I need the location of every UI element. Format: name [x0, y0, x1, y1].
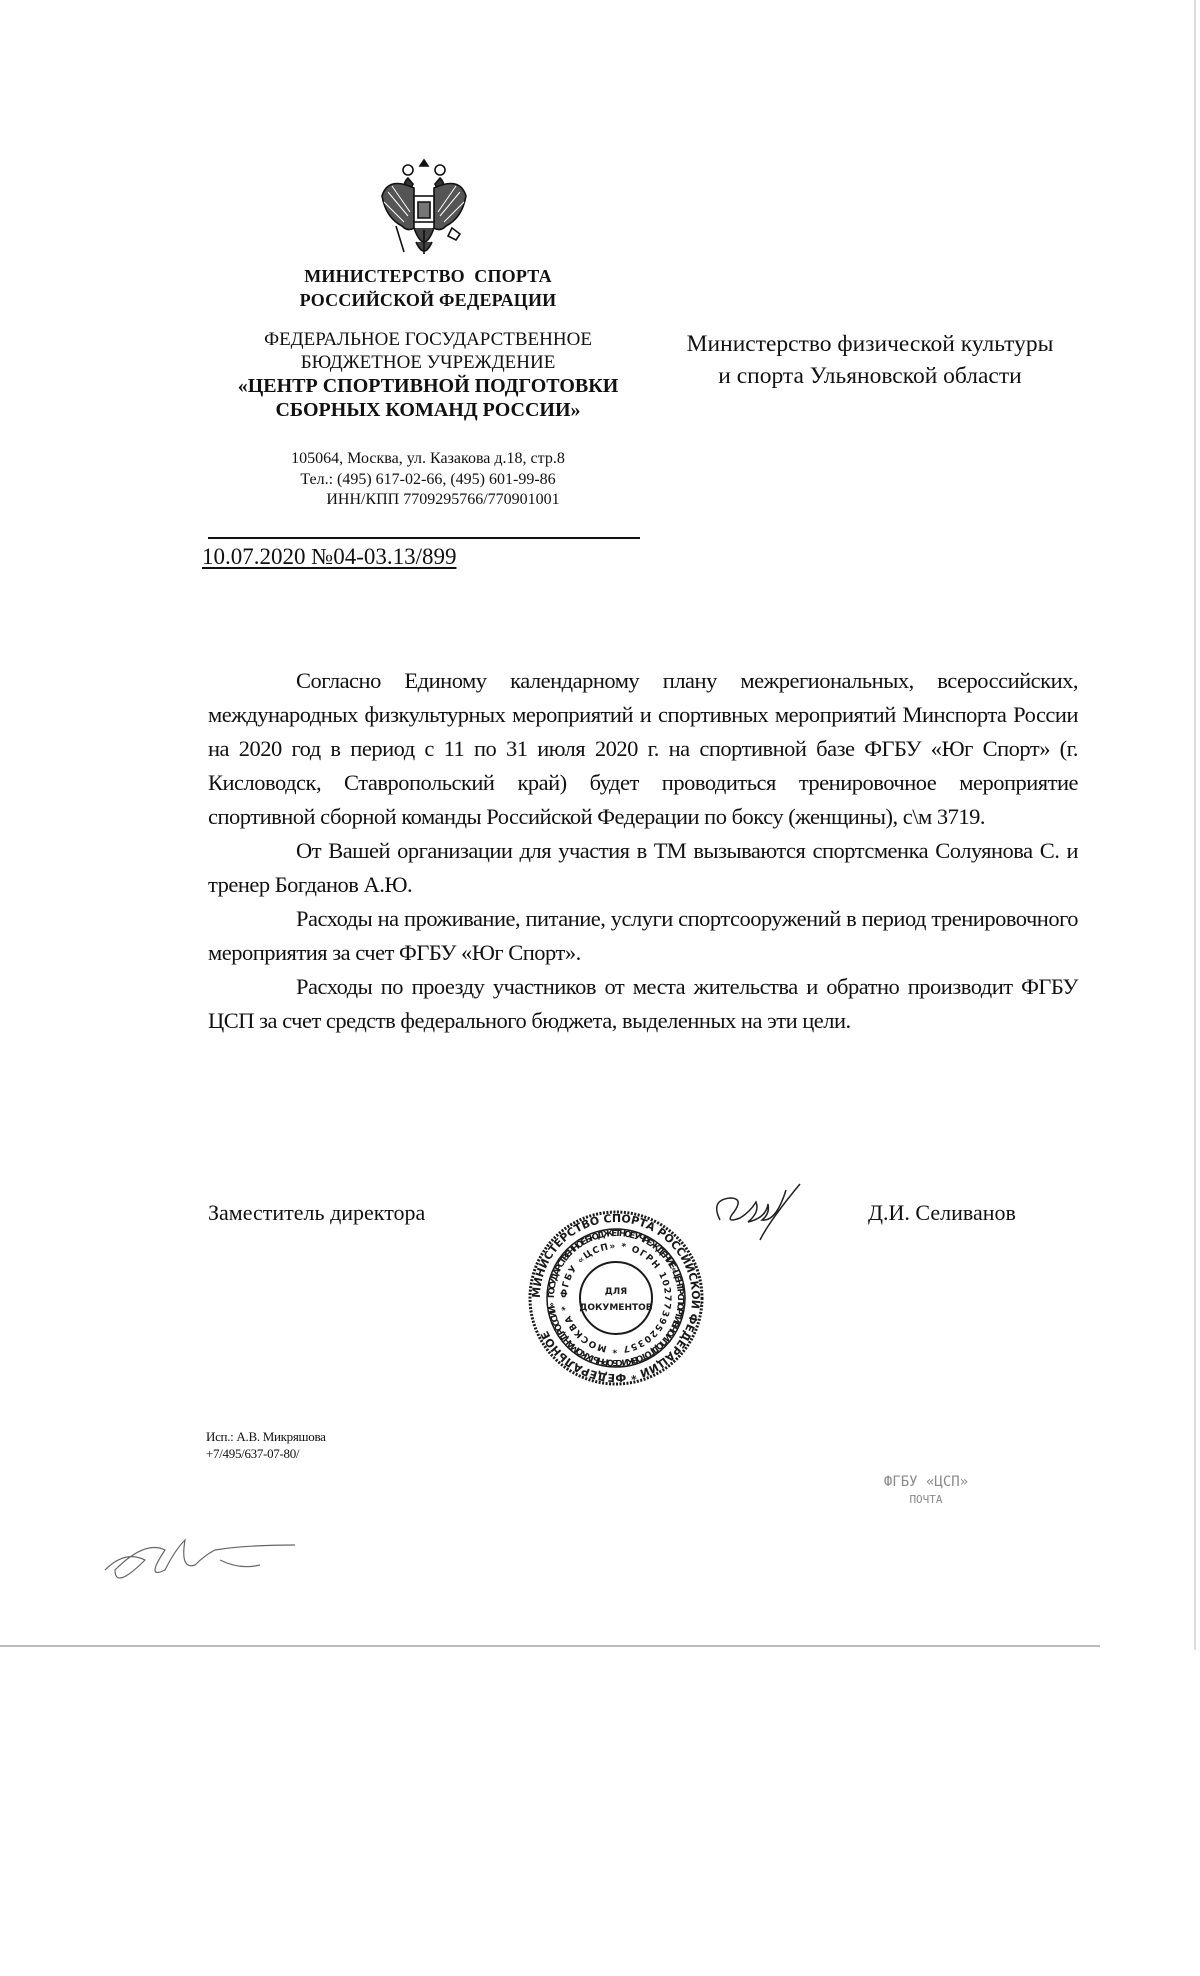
- page-right-edge: [1194, 0, 1196, 1650]
- signatory-name: Д.И. Селиванов: [868, 1200, 1016, 1225]
- executor-block: [206, 1428, 326, 1462]
- org-phones: Тел.: (495) 617-02-66, (495) 601-99-86: [300, 470, 556, 488]
- mail-stamp-line-1: ФГБУ «ЦСП»: [883, 1474, 969, 1490]
- executor-name: Исп.: А.В. Микряшова: [206, 1429, 326, 1444]
- recipient-line-2: и спорта Ульяновской области: [718, 363, 1022, 389]
- page-bottom-edge: [0, 1645, 1100, 1647]
- paragraph-3: Расходы на проживание, питание, услуги спортсооружений в период тренировочного мероприятия за счет ФГБУ «Юг Спорт».: [208, 906, 1078, 965]
- org-name-line-2: СБОРНЫХ КОМАНД РОССИИ»: [275, 399, 581, 421]
- signatory-position: Заместитель директора: [208, 1200, 426, 1225]
- recipient: [640, 328, 1100, 392]
- org-type-line-2: БЮДЖЕТНОЕ УЧРЕЖДЕНИЕ: [300, 352, 556, 373]
- executor-handwritten-mark: [100, 1530, 330, 1590]
- paragraph-2: От Вашей организации для участия в ТМ вызываются спортсменка Солуянова С. и тренер Богданов А.Ю.: [208, 838, 1078, 897]
- address-block: [228, 449, 628, 511]
- executor-phone: +7/495/637-07-80/: [206, 1446, 300, 1461]
- letterhead-divider: [208, 537, 640, 539]
- official-seal: [526, 1208, 706, 1388]
- org-name-line-1: «ЦЕНТР СПОРТИВНОЙ ПОДГОТОВКИ: [237, 375, 619, 397]
- mail-stamp-line-2: ПОЧТА: [909, 1493, 943, 1506]
- ministry-line-2: РОССИЙСКОЙ ФЕДЕРАЦИИ: [299, 290, 557, 310]
- handwritten-signature: [700, 1180, 810, 1260]
- paragraph-1: Согласно Единому календарному плану межрегиональных, всероссийских, международных физкультурных мероприятий и спортивных мероприятий Минспорта России на 2020 год в период с 11 по 31 июля 2020 г. на спортивной базе ФГБУ «Юг Спорт» (г. Кисловодск, Ставропольский край) будет проводиться тренировочное мероприятие спортивной сборной команды Российской Федерации по боксу (женщины), с\м 3719.: [208, 668, 1078, 829]
- organization-block: [178, 328, 678, 422]
- letter-body: [208, 664, 1078, 1038]
- seal-center-line-2: ДОКУМЕНТОВ: [579, 1303, 653, 1313]
- org-type-line-1: ФЕДЕРАЛЬНОЕ ГОСУДАРСТВЕННОЕ: [264, 329, 592, 350]
- mail-stamp: [856, 1474, 996, 1506]
- org-address: 105064, Москва, ул. Казакова д.18, стр.8: [291, 450, 565, 467]
- org-inn-kpp: ИНН/КПП 7709295766/770901001: [326, 491, 560, 508]
- paragraph-4: Расходы по проезду участников от места жительства и обратно производит ФГБУ ЦСП за счет средств федерального бюджета, выделенных на эти цели.: [208, 974, 1078, 1033]
- recipient-line-1: Министерство физической культуры: [686, 331, 1054, 357]
- seal-middle-text: ГОСУДАРСТВЕННОЕ БЮДЖЕТНОЕ УЧРЕЖДЕНИЕ «ЦЕНТР СПОРТИВНОЙ ПОДГОТОВКИ СБОРНЫХ КОМАНД РОССИИ»: [546, 1228, 686, 1368]
- seal-center-line-1: ДЛЯ: [604, 1287, 628, 1297]
- seal-inner-text: ФГБУ «ЦСП» * ОГРН 1027739520357 * МОСКВА *: [559, 1241, 673, 1355]
- seal-outer-text: МИНИСТЕРСТВО СПОРТА РОССИЙСКОЙ ФЕДЕРАЦИИ * ФЕДЕРАЛЬНОЕ: [529, 1211, 703, 1385]
- coat-of-arms-emblem: [378, 156, 470, 266]
- ministry-line-1: МИНИСТЕРСТВО СПОРТА: [304, 266, 552, 286]
- date-and-number: 10.07.2020 №04-03.13/899: [202, 544, 457, 569]
- ministry-name: [228, 264, 628, 312]
